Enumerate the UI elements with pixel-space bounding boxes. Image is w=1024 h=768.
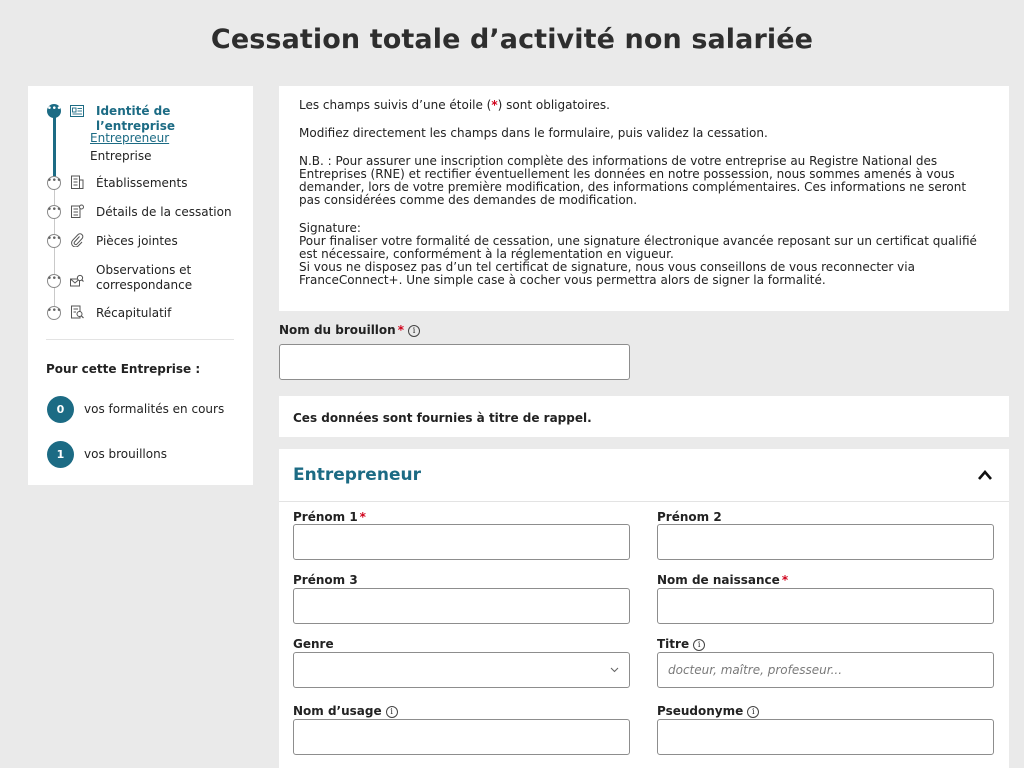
paperclip-icon — [70, 233, 84, 247]
entrepreneur-section — [279, 449, 1009, 768]
formalites-count-badge[interactable]: 0 — [47, 396, 74, 423]
nom-usage-label-text: Nom d’usage — [293, 704, 382, 718]
step-pieces-jointes[interactable] — [28, 233, 253, 263]
step-etablissements[interactable] — [28, 175, 253, 205]
required-notice — [299, 99, 989, 112]
pseudonyme-label-text: Pseudonyme — [657, 704, 744, 718]
step-label: Identité de l’entreprise — [96, 104, 176, 133]
prenom2-input[interactable] — [657, 524, 994, 560]
brouillons-label[interactable]: vos brouillons — [84, 447, 167, 461]
section-title: Entrepreneur — [293, 465, 421, 485]
nom-usage-input[interactable] — [293, 719, 630, 755]
step-label: Pièces jointes — [96, 234, 178, 248]
nb-notice: N.B. : Pour assurer une inscription complète des informations de votre entreprise au Registre National des Entreprises (RNE) et rectifier éventuellement les données en notre possession, nous sommes amenés à vous demander, lors de votre première modification, des informations complémentaires. Ces informations ne seront pas considérées comme des demandes de modification. — [299, 154, 967, 207]
step-label: Établissements — [96, 176, 188, 190]
sub-link-entrepreneur[interactable]: Entrepreneur — [90, 131, 170, 145]
step-label: Détails de la cessation — [96, 205, 232, 219]
titre-label-text: Titre — [657, 637, 690, 651]
document-gear-icon — [70, 204, 84, 218]
page-title: Cessation totale d’activité non salariée — [210, 24, 814, 55]
signature-text-1: Pour finaliser votre formalité de cessation, une signature électronique avancée reposant sur un certificat qualifié est nécessaire, conformément à la réglementation en vigueur. — [299, 234, 977, 261]
required-notice-post: ) sont obligatoires. — [497, 98, 610, 112]
info-icon[interactable]: i — [386, 706, 398, 718]
signature-text-2: Si vous ne disposez pas d’un tel certificat de signature, nous vous conseillons de vous reconnecter via FranceConnect+. Une simple case à cocher vous permettra alors de signer la formalité. — [299, 260, 915, 287]
nom-usage-label — [293, 704, 398, 718]
prenom3-input[interactable] — [293, 588, 630, 624]
pseudonyme-input[interactable] — [657, 719, 994, 755]
step-recapitulatif[interactable] — [28, 305, 253, 335]
step-bullet-icon: ••• — [47, 176, 61, 190]
modify-notice: Modifiez directement les champs dans le formulaire, puis validez la cessation. — [299, 126, 768, 140]
step-bullet-icon: ••• — [47, 234, 61, 248]
step-bullet-icon: ••• — [47, 306, 61, 320]
nom-naissance-label — [657, 573, 788, 587]
draft-name-input[interactable] — [279, 344, 630, 380]
genre-label: Genre — [293, 637, 334, 651]
info-icon[interactable]: i — [747, 706, 759, 718]
required-star: * — [781, 573, 789, 587]
step-bullet-icon: ••• — [47, 274, 61, 288]
nom-naissance-input[interactable] — [657, 588, 994, 624]
required-star: * — [491, 98, 498, 112]
prenom1-input[interactable] — [293, 524, 630, 560]
step-observations[interactable] — [28, 263, 253, 299]
titre-label — [657, 637, 705, 651]
info-icon[interactable]: i — [693, 639, 705, 651]
step-bullet-icon: ••• — [47, 205, 61, 219]
sidebar — [28, 86, 253, 485]
sidebar-divider — [46, 339, 234, 340]
draft-name-label-text: Nom du brouillon — [279, 323, 396, 337]
required-notice-pre: Les champs suivis d’une étoile ( — [299, 98, 492, 112]
required-star: * — [359, 510, 366, 524]
chevron-down-icon — [610, 665, 619, 674]
reminder-notice: Ces données sont fournies à titre de rappel. — [279, 396, 1009, 437]
id-card-icon — [70, 104, 84, 118]
formalites-label[interactable]: vos formalités en cours — [84, 402, 225, 416]
sub-item-entreprise[interactable]: Entreprise — [90, 149, 152, 163]
info-box — [279, 86, 1009, 311]
signature-title: Signature: — [299, 221, 361, 235]
step-active-bullet-icon: ••• — [47, 104, 61, 118]
genre-select[interactable] — [293, 652, 630, 688]
chevron-up-icon[interactable] — [977, 469, 993, 481]
prenom2-label: Prénom 2 — [657, 510, 722, 524]
building-icon — [70, 175, 84, 189]
prenom1-label-text: Prénom 1 — [293, 510, 358, 524]
prenom3-label: Prénom 3 — [293, 573, 358, 587]
draft-name-label — [279, 323, 420, 337]
pseudonyme-label — [657, 704, 759, 718]
step-identite[interactable] — [28, 101, 253, 131]
company-heading: Pour cette Entreprise : — [46, 362, 201, 376]
signature-notice — [299, 222, 989, 287]
prenom1-label — [293, 510, 366, 524]
step-label: Récapitulatif — [96, 306, 172, 320]
step-label: Observations et correspondance — [96, 263, 193, 292]
document-search-icon — [70, 305, 84, 319]
envelope-magnifier-icon — [70, 274, 84, 288]
nom-naissance-label-text: Nom de naissance — [657, 573, 780, 587]
brouillons-count-badge[interactable]: 1 — [47, 441, 74, 468]
step-details-cessation[interactable] — [28, 204, 253, 234]
info-icon[interactable]: i — [408, 325, 420, 337]
section-divider — [279, 501, 1009, 502]
required-star: * — [397, 323, 404, 337]
titre-input[interactable]: docteur, maître, professeur... — [657, 652, 994, 688]
